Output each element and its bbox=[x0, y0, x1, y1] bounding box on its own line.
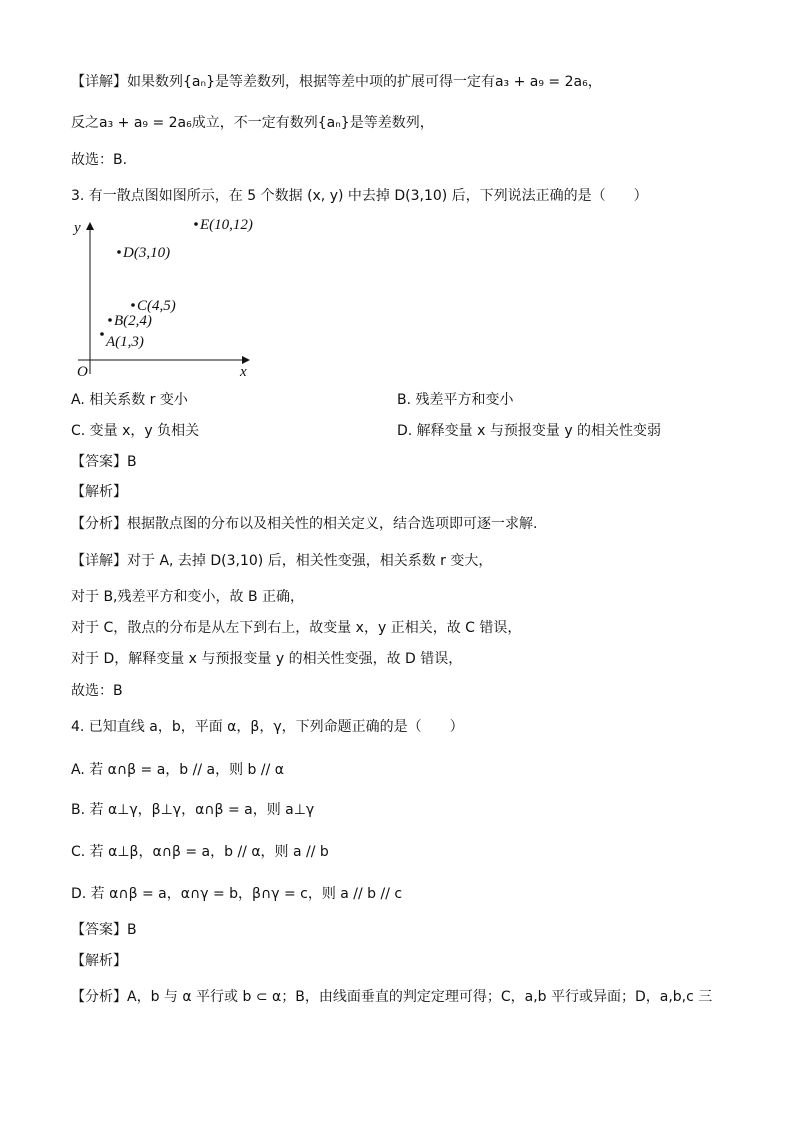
question-3-stem: 3. 有一散点图如图所示，在 5 个数据 (x, y) 中去掉 D(3,10) 后，下列说法正确的是（ ） bbox=[71, 188, 648, 204]
scatter-point-b bbox=[108, 318, 112, 322]
analysis-label-3: 【解析】 bbox=[71, 484, 127, 500]
point-label-e: E(10,12) bbox=[200, 217, 253, 233]
answer-label-3: 【答案】B bbox=[71, 454, 137, 470]
scatter-point-d bbox=[117, 250, 121, 254]
point-label-c: C(4,5) bbox=[137, 298, 176, 314]
x-axis-label: x bbox=[240, 364, 247, 380]
analysis-label-4: 【解析】 bbox=[71, 953, 127, 969]
point-label-b: B(2,4) bbox=[114, 313, 152, 329]
analysis-text-3: 【分析】根据散点图的分布以及相关性的相关定义，结合选项即可逐一求解. bbox=[71, 516, 538, 532]
q4-option-b: B. 若 α⊥γ，β⊥γ，α∩β = a，则 a⊥γ bbox=[71, 802, 315, 818]
detail-line-4: 对于 D，解释变量 x 与预报变量 y 的相关性变强，故 D 错误， bbox=[71, 651, 463, 667]
scatter-point-a bbox=[100, 332, 104, 336]
line-2: 反之a₃ + a₉ = 2a₆成立，不一定有数列{aₙ}是等差数列， bbox=[71, 115, 434, 131]
y-axis-label: y bbox=[74, 220, 81, 236]
point-label-d: D(3,10) bbox=[123, 245, 171, 261]
q4-option-a: A. 若 α∩β = a，b // a，则 b // α bbox=[71, 762, 285, 778]
scatter-point-e bbox=[194, 222, 198, 226]
analysis-text-4: 【分析】A，b 与 α 平行或 b ⊂ α；B，由线面垂直的判定定理可得；C，a,b 平行或异面；D，a,b,c 三 bbox=[71, 989, 713, 1005]
option-c: C. 变量 x，y 负相关 bbox=[71, 423, 200, 439]
line-3: 故选：B. bbox=[71, 152, 128, 168]
scatter-figure bbox=[70, 214, 260, 384]
scatter-point-c bbox=[131, 303, 135, 307]
option-a: A. 相关系数 r 变小 bbox=[71, 392, 188, 408]
point-label-a: A(1,3) bbox=[106, 334, 144, 350]
q4-option-d: D. 若 α∩β = a，α∩γ = b，β∩γ = c，则 a // b // c bbox=[71, 886, 403, 902]
detail-line-3: 对于 C，散点的分布是从左下到右上，故变量 x，y 正相关，故 C 错误， bbox=[71, 620, 522, 636]
origin-label: O bbox=[77, 364, 88, 380]
conclusion-3: 故选：B bbox=[71, 683, 123, 699]
q4-option-c: C. 若 α⊥β，α∩β = a，b // α，则 a // b bbox=[71, 844, 329, 860]
question-4-stem: 4. 已知直线 a，b，平面 α，β，γ，下列命题正确的是（ ） bbox=[71, 719, 464, 735]
line-1: 【详解】如果数列{aₙ}是等差数列，根据等差中项的扩展可得一定有a₃ + a₉ = 2a₆， bbox=[71, 74, 602, 90]
option-d: D. 解释变量 x 与预报变量 y 的相关性变弱 bbox=[397, 423, 662, 439]
detail-line-1: 【详解】对于 A, 去掉 D(3,10) 后，相关性变强，相关系数 r 变大， bbox=[71, 553, 493, 569]
answer-label-4: 【答案】B bbox=[71, 922, 137, 938]
option-b: B. 残差平方和变小 bbox=[397, 392, 514, 408]
detail-line-2: 对于 B,残差平方和变小，故 B 正确， bbox=[71, 589, 305, 605]
